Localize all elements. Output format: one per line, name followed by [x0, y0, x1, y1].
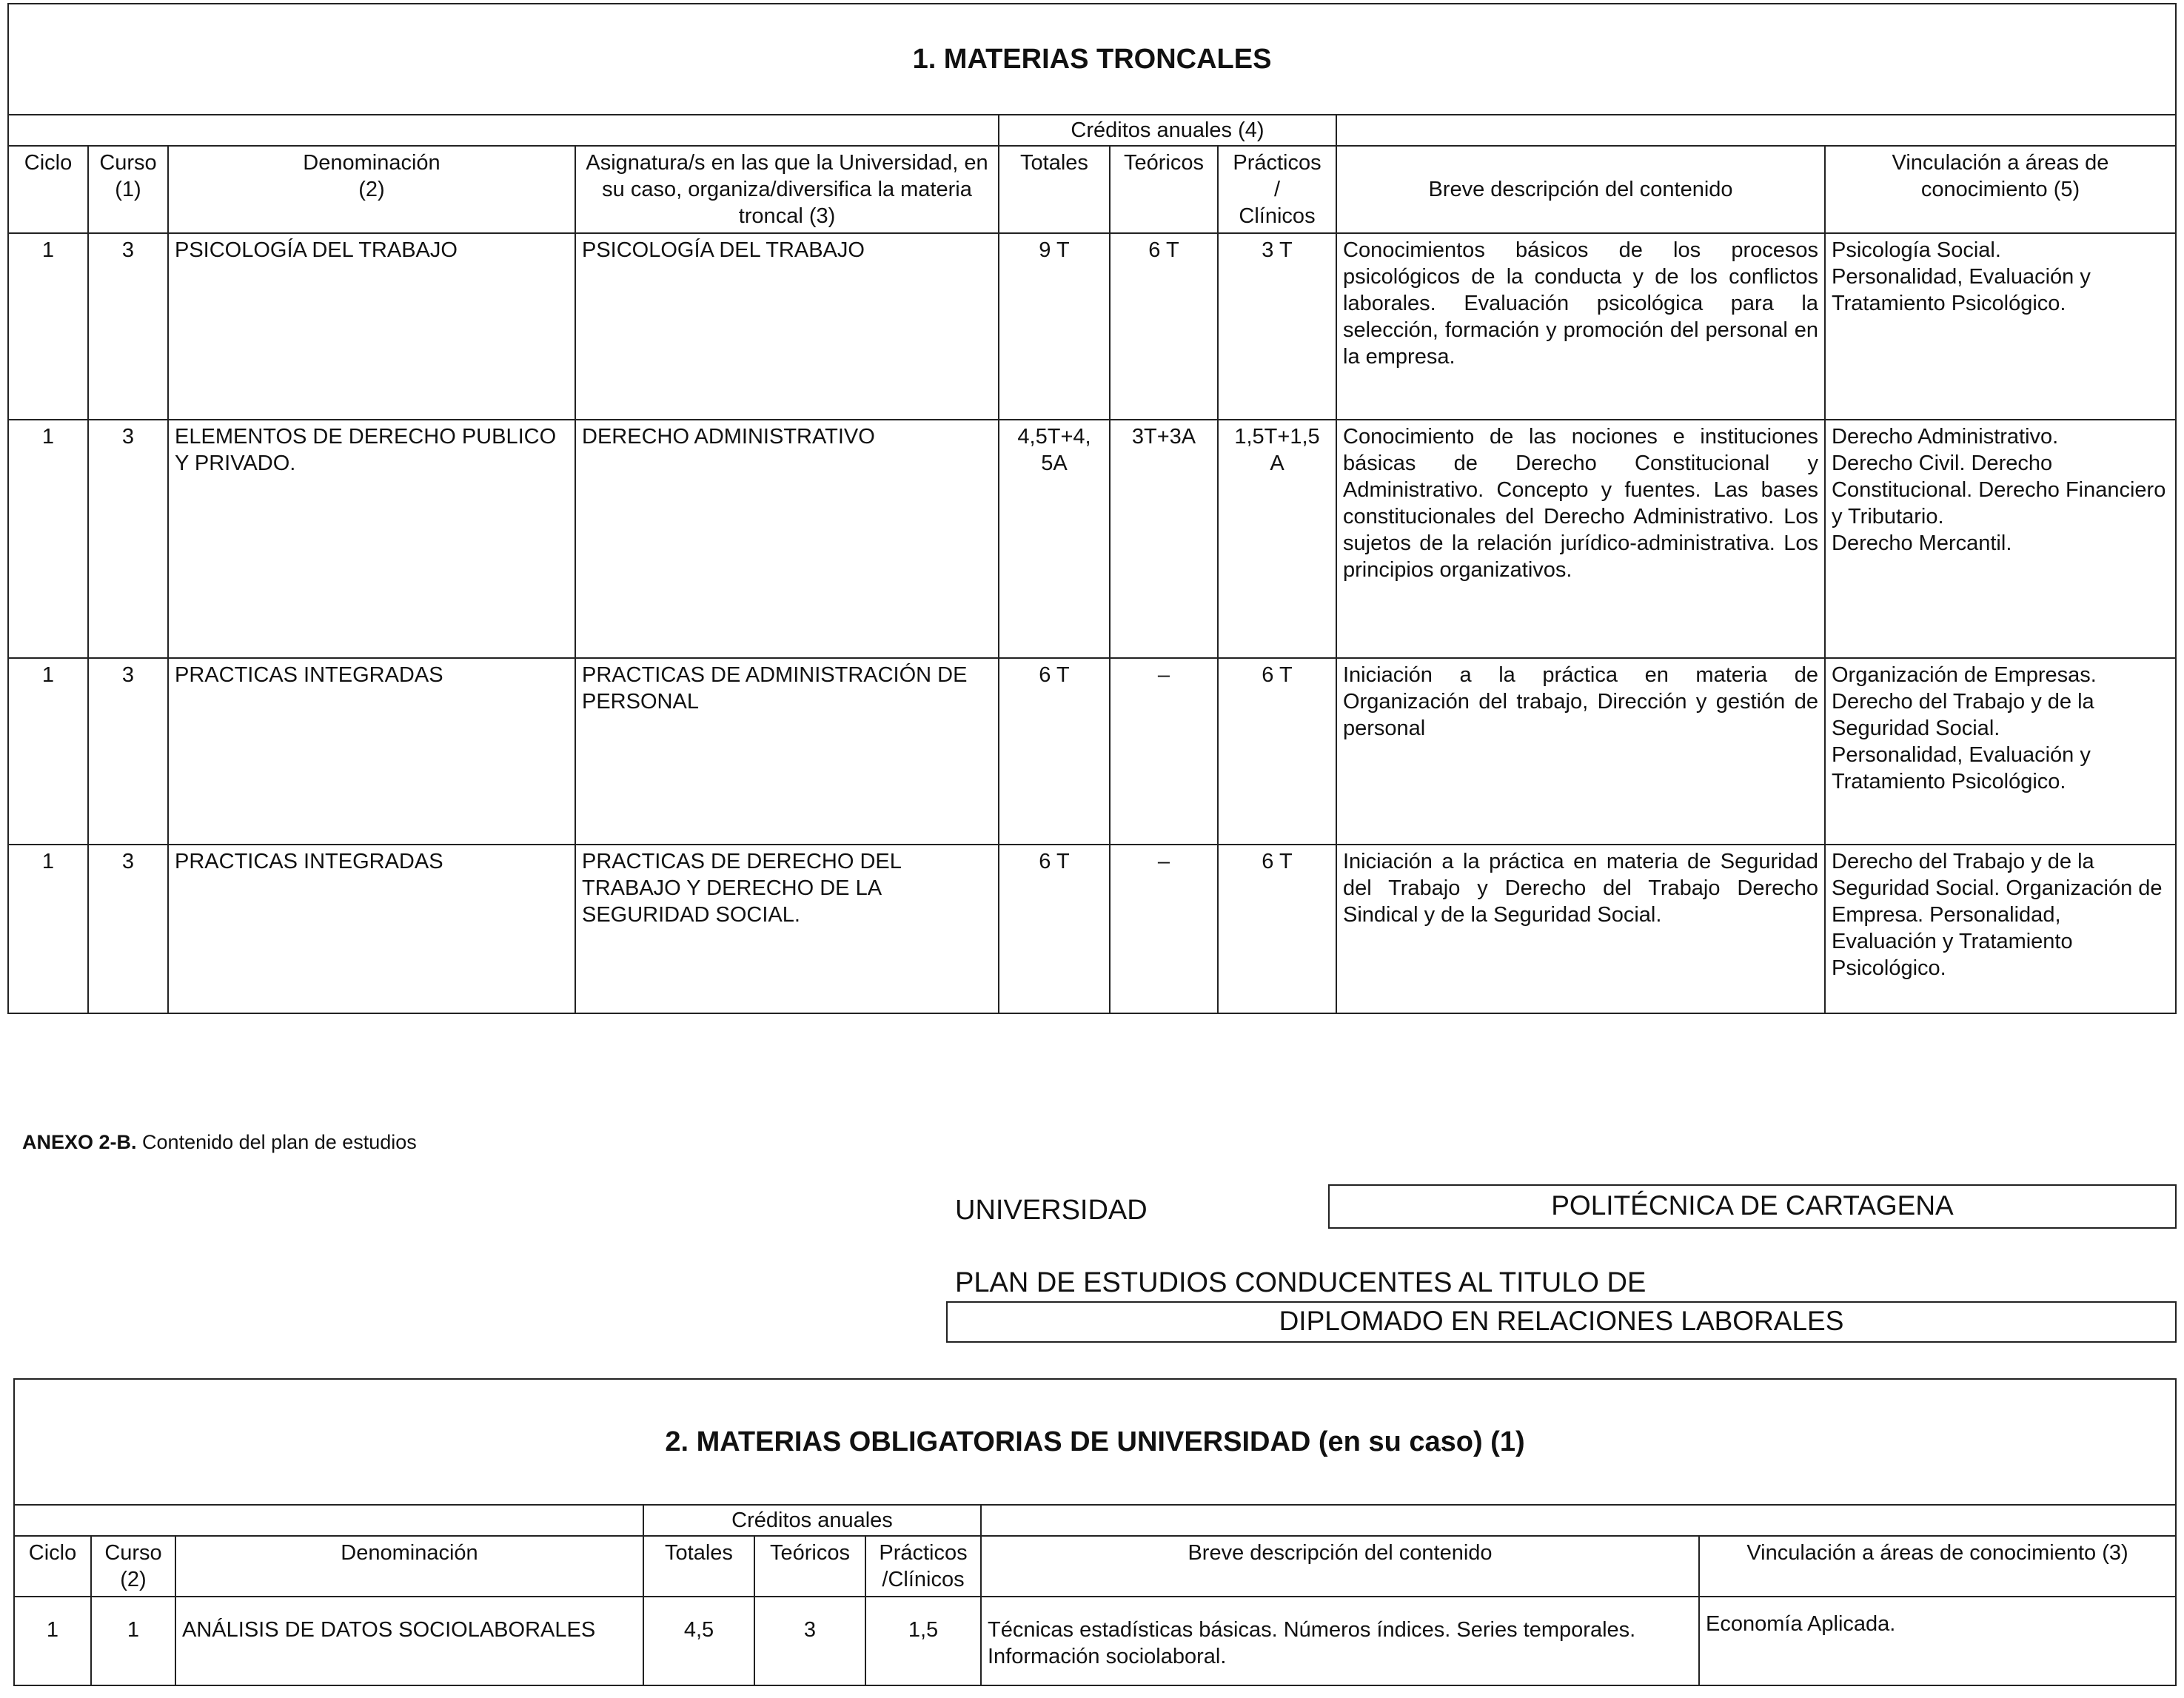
- header-totales: Totales: [999, 146, 1110, 233]
- cell-practicos: 1,5T+1,5 A: [1218, 420, 1336, 658]
- cell-descripcion: Iniciación a la práctica en materia de Organización del trabajo, Dirección y gestión de personal: [1336, 658, 1825, 845]
- cell-vinculacion: Organización de Empresas. Derecho del Trabajo y de la Seguridad Social. Personalidad, Evaluación y Tratamiento Psicológico.: [1825, 658, 2176, 845]
- header-curso: Curso (1): [88, 146, 168, 233]
- cell-vinculacion: Derecho del Trabajo y de la Seguridad Social. Organización de Empresa. Personalidad, Evaluación y Tratamiento Psicológico.: [1825, 845, 2176, 1013]
- credits-group-header: Créditos anuales: [643, 1505, 981, 1536]
- cell-ciclo: 1: [8, 658, 88, 845]
- materias-obligatorias-table: [13, 1378, 2177, 1686]
- plan-value: DIPLOMADO EN RELACIONES LABORALES: [946, 1301, 2177, 1343]
- table-row: [8, 420, 2176, 658]
- header-teoricos: Teóricos: [1110, 146, 1218, 233]
- header-vinculacion: Vinculación a áreas de conocimiento (5): [1825, 146, 2176, 233]
- universidad-label: UNIVERSIDAD: [955, 1195, 1148, 1226]
- header-teoricos: Teóricos: [754, 1536, 865, 1597]
- annex-label-bold: ANEXO 2-B.: [22, 1131, 137, 1153]
- cell-descripcion: Técnicas estadísticas básicas. Números índices. Series temporales. Información sociolaboral.: [981, 1597, 1699, 1685]
- cell-teoricos: 3T+3A: [1110, 420, 1218, 658]
- cell-denominacion: PRACTICAS INTEGRADAS: [168, 845, 575, 1013]
- cell-curso: 3: [88, 420, 168, 658]
- header-denominacion: Denominación (2): [168, 146, 575, 233]
- cell-practicos: 6 T: [1218, 658, 1336, 845]
- cell-teoricos: –: [1110, 845, 1218, 1013]
- header-asignatura: Asignatura/s en las que la Universidad, en su caso, organiza/diversifica la materia troncal (3): [575, 146, 999, 233]
- cell-teoricos: 6 T: [1110, 233, 1218, 420]
- cell-curso: 3: [88, 233, 168, 420]
- cell-denominacion: ELEMENTOS DE DERECHO PUBLICO Y PRIVADO.: [168, 420, 575, 658]
- header-denominacion: Denominación: [175, 1536, 643, 1597]
- header-practicos: Prácticos / Clínicos: [1218, 146, 1336, 233]
- cell-totales: 4,5: [643, 1597, 754, 1685]
- cell-asignatura: PSICOLOGÍA DEL TRABAJO: [575, 233, 999, 420]
- cell-asignatura: PRACTICAS DE ADMINISTRACIÓN DE PERSONAL: [575, 658, 999, 845]
- cell-curso: 3: [88, 845, 168, 1013]
- cell-practicos: 6 T: [1218, 845, 1336, 1013]
- header-ciclo: Ciclo: [14, 1536, 91, 1597]
- table-row: [14, 1597, 2176, 1685]
- cell-denominacion: PSICOLOGÍA DEL TRABAJO: [168, 233, 575, 420]
- cell-curso: 3: [88, 658, 168, 845]
- annex-label-text: Contenido del plan de estudios: [136, 1131, 417, 1153]
- header-practicos: Prácticos /Clínicos: [865, 1536, 981, 1597]
- cell-totales: 9 T: [999, 233, 1110, 420]
- cell-teoricos: –: [1110, 658, 1218, 845]
- table-row: [8, 845, 2176, 1013]
- section1-title: 1. MATERIAS TRONCALES: [8, 4, 2176, 115]
- cell-teoricos: 3: [754, 1597, 865, 1685]
- header-totales: Totales: [643, 1536, 754, 1597]
- materias-troncales-table: [7, 3, 2177, 1014]
- cell-asignatura: PRACTICAS DE DERECHO DEL TRABAJO Y DERECHO DE LA SEGURIDAD SOCIAL.: [575, 845, 999, 1013]
- credits-group-header: Créditos anuales (4): [999, 115, 1336, 146]
- annex-label: [22, 1130, 417, 1155]
- cell-vinculacion: Psicología Social. Personalidad, Evaluación y Tratamiento Psicológico.: [1825, 233, 2176, 420]
- header-curso: Curso (2): [91, 1536, 175, 1597]
- cell-practicos: 1,5: [865, 1597, 981, 1685]
- cell-totales: 4,5T+4, 5A: [999, 420, 1110, 658]
- cell-asignatura: DERECHO ADMINISTRATIVO: [575, 420, 999, 658]
- header-descripcion: Breve descripción del contenido: [1336, 146, 1825, 233]
- cell-ciclo: 1: [8, 845, 88, 1013]
- cell-vinculacion: Economía Aplicada.: [1699, 1597, 2176, 1685]
- header-descripcion: Breve descripción del contenido: [981, 1536, 1699, 1597]
- cell-totales: 6 T: [999, 658, 1110, 845]
- header-ciclo: Ciclo: [8, 146, 88, 233]
- cell-descripcion: Conocimientos básicos de los procesos psicológicos de la conducta y de los conflictos laborales. Evaluación psicológica para la selección, formación y promoción del personal en la empresa.: [1336, 233, 1825, 420]
- cell-totales: 6 T: [999, 845, 1110, 1013]
- cell-ciclo: 1: [14, 1597, 91, 1685]
- table-row: [8, 233, 2176, 420]
- cell-vinculacion: Derecho Administrativo. Derecho Civil. Derecho Constitucional. Derecho Financiero y Tributario. Derecho Mercantil.: [1825, 420, 2176, 658]
- cell-practicos: 3 T: [1218, 233, 1336, 420]
- universidad-value: POLITÉCNICA DE CARTAGENA: [1328, 1184, 2177, 1229]
- section2-title: 2. MATERIAS OBLIGATORIAS DE UNIVERSIDAD (en su caso) (1): [14, 1379, 2176, 1505]
- cell-descripcion: Conocimiento de las nociones e instituciones básicas de Derecho Constitucional y Administrativo. Concepto y fuentes. Las bases constitucionales del Derecho Administrativo. Los sujetos de la relación jurídico-administrativa. Los principios organizativos.: [1336, 420, 1825, 658]
- cell-denominacion: ANÁLISIS DE DATOS SOCIOLABORALES: [175, 1597, 643, 1685]
- plan-label: PLAN DE ESTUDIOS CONDUCENTES AL TITULO DE: [955, 1267, 1647, 1298]
- cell-ciclo: 1: [8, 233, 88, 420]
- cell-curso: 1: [91, 1597, 175, 1685]
- cell-ciclo: 1: [8, 420, 88, 658]
- header-vinculacion: Vinculación a áreas de conocimiento (3): [1699, 1536, 2176, 1597]
- table-row: [8, 658, 2176, 845]
- cell-denominacion: PRACTICAS INTEGRADAS: [168, 658, 575, 845]
- cell-descripcion: Iniciación a la práctica en materia de Seguridad del Trabajo y Derecho del Trabajo Derecho Sindical y de la Seguridad Social.: [1336, 845, 1825, 1013]
